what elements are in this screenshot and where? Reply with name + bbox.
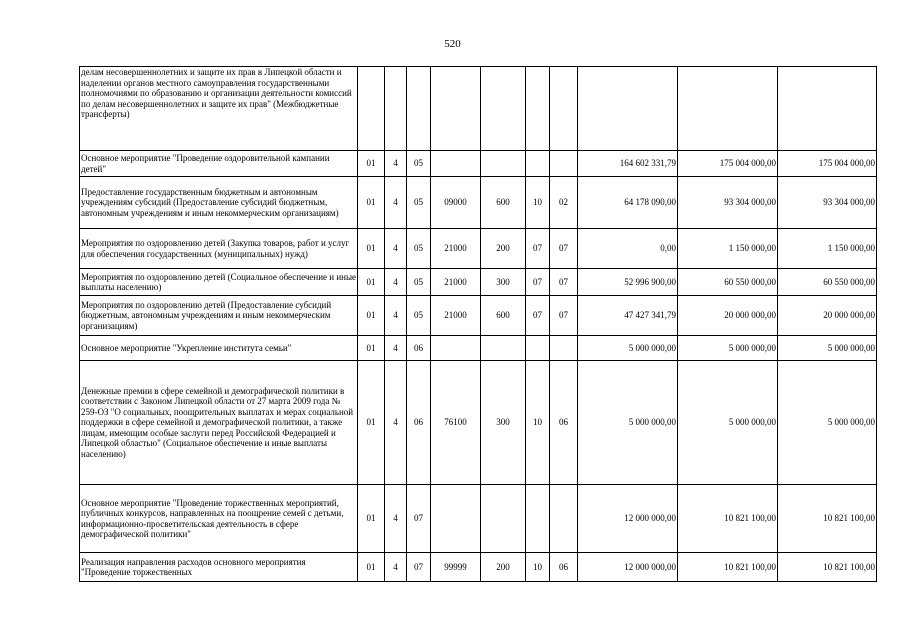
amount-cell: 93 304 000,00 <box>778 177 877 229</box>
code-cell: 01 <box>358 361 385 485</box>
code-cell: 07 <box>407 553 431 582</box>
code-cell <box>481 151 526 177</box>
amount-cell: 52 996 900,00 <box>578 269 678 296</box>
code-cell <box>526 151 550 177</box>
code-cell: 10 <box>526 553 550 582</box>
code-cell: 06 <box>550 553 578 582</box>
code-cell: 76100 <box>431 361 481 485</box>
code-cell <box>431 485 481 553</box>
code-cell: 99999 <box>431 553 481 582</box>
code-cell: 01 <box>358 296 385 336</box>
amount-cell: 5 000 000,00 <box>578 336 678 361</box>
code-cell: 06 <box>407 361 431 485</box>
code-cell: 07 <box>550 269 578 296</box>
amount-cell <box>678 67 778 151</box>
code-cell: 4 <box>385 151 407 177</box>
code-cell <box>431 336 481 361</box>
code-cell: 4 <box>385 336 407 361</box>
amount-cell: 20 000 000,00 <box>778 296 877 336</box>
code-cell: 01 <box>358 177 385 229</box>
table-row <box>80 296 877 336</box>
code-cell <box>481 336 526 361</box>
table-row <box>80 67 877 151</box>
code-cell: 4 <box>385 269 407 296</box>
code-cell <box>526 67 550 151</box>
code-cell: 4 <box>385 177 407 229</box>
amount-cell: 12 000 000,00 <box>578 485 678 553</box>
code-cell: 4 <box>385 485 407 553</box>
code-cell: 4 <box>385 553 407 582</box>
code-cell: 600 <box>481 296 526 336</box>
amount-cell: 10 821 100,00 <box>778 553 877 582</box>
amount-cell <box>778 67 877 151</box>
code-cell: 07 <box>526 296 550 336</box>
code-cell: 21000 <box>431 296 481 336</box>
amount-cell: 5 000 000,00 <box>578 361 678 485</box>
amount-cell: 175 004 000,00 <box>778 151 877 177</box>
code-cell <box>550 67 578 151</box>
amount-cell: 5 000 000,00 <box>778 336 877 361</box>
table-row <box>80 229 877 269</box>
row-description: Денежные премии в сфере семейной и демографической политики в соответствии с Законом Липецкой области от 27 марта 2009 года № 259-ОЗ "О социальных, поощрительных выплатах и мерах социальной поддержки в сфере семейной и демографической политики, а также лицам, имеющим особые заслуги перед Российской Федерацией и Липецкой областью" (Социальное обеспечение и иные выплаты населению) <box>80 361 358 485</box>
budget-table <box>79 66 877 582</box>
code-cell: 01 <box>358 229 385 269</box>
row-description: Мероприятия по оздоровлению детей (Закупка товаров, работ и услуг для обеспечения государственных (муниципальных) нужд) <box>80 229 358 269</box>
amount-cell: 60 550 000,00 <box>678 269 778 296</box>
code-cell: 07 <box>526 269 550 296</box>
code-cell <box>358 67 385 151</box>
table-row <box>80 177 877 229</box>
row-description: Основное мероприятие "Укрепление института семьи" <box>80 336 358 361</box>
code-cell: 4 <box>385 296 407 336</box>
table-row <box>80 553 877 582</box>
table-row <box>80 151 877 177</box>
amount-cell: 12 000 000,00 <box>578 553 678 582</box>
code-cell <box>481 67 526 151</box>
row-description: Основное мероприятие "Проведение оздоровительной кампании детей" <box>80 151 358 177</box>
code-cell <box>526 336 550 361</box>
amount-cell: 64 178 090,00 <box>578 177 678 229</box>
code-cell: 4 <box>385 229 407 269</box>
code-cell: 05 <box>407 296 431 336</box>
amount-cell: 175 004 000,00 <box>678 151 778 177</box>
amount-cell: 10 821 100,00 <box>678 553 778 582</box>
code-cell: 02 <box>550 177 578 229</box>
table-row <box>80 485 877 553</box>
code-cell: 01 <box>358 553 385 582</box>
code-cell: 01 <box>358 151 385 177</box>
amount-cell: 10 821 100,00 <box>778 485 877 553</box>
amount-cell: 164 602 331,79 <box>578 151 678 177</box>
code-cell: 01 <box>358 269 385 296</box>
code-cell: 09000 <box>431 177 481 229</box>
amount-cell: 5 000 000,00 <box>678 361 778 485</box>
amount-cell: 47 427 341,79 <box>578 296 678 336</box>
code-cell: 06 <box>550 361 578 485</box>
code-cell <box>407 67 431 151</box>
code-cell <box>385 67 407 151</box>
code-cell: 05 <box>407 269 431 296</box>
code-cell: 07 <box>407 485 431 553</box>
code-cell: 07 <box>550 229 578 269</box>
amount-cell: 93 304 000,00 <box>678 177 778 229</box>
code-cell: 05 <box>407 229 431 269</box>
amount-cell <box>578 67 678 151</box>
amount-cell: 0,00 <box>578 229 678 269</box>
table-row <box>80 269 877 296</box>
amount-cell: 20 000 000,00 <box>678 296 778 336</box>
amount-cell: 60 550 000,00 <box>778 269 877 296</box>
code-cell: 4 <box>385 361 407 485</box>
row-description: делам несовершеннолетних и защите их прав в Липецкой области и наделении органов местного самоуправления государственными полномочиями по образованию и организации деятельности комиссий по делам несовершеннолетних и защите их прав" (Межбюджетные трансферты) <box>80 67 358 151</box>
code-cell <box>550 151 578 177</box>
row-description: Мероприятия по оздоровлению детей (Социальное обеспечение и иные выплаты населению) <box>80 269 358 296</box>
row-description: Реализация направления расходов основного мероприятия "Проведение торжественных <box>80 553 358 582</box>
amount-cell: 5 000 000,00 <box>778 361 877 485</box>
code-cell: 21000 <box>431 269 481 296</box>
page-number: 520 <box>444 38 461 50</box>
code-cell <box>481 485 526 553</box>
amount-cell: 1 150 000,00 <box>778 229 877 269</box>
code-cell: 10 <box>526 177 550 229</box>
code-cell: 600 <box>481 177 526 229</box>
code-cell: 300 <box>481 269 526 296</box>
code-cell <box>431 151 481 177</box>
code-cell <box>550 336 578 361</box>
code-cell <box>550 485 578 553</box>
row-description: Мероприятия по оздоровлению детей (Предоставление субсидий бюджетным, автономным учреждениям и иным некоммерческим организациям) <box>80 296 358 336</box>
code-cell: 01 <box>358 485 385 553</box>
code-cell: 06 <box>407 336 431 361</box>
amount-cell: 5 000 000,00 <box>678 336 778 361</box>
amount-cell: 10 821 100,00 <box>678 485 778 553</box>
row-description: Основное мероприятие "Проведение торжественных мероприятий, публичных конкурсов, направленных на поощрение семей с детьми, информационно-просветительская деятельность в сфере демографической политики" <box>80 485 358 553</box>
code-cell: 10 <box>526 361 550 485</box>
code-cell: 05 <box>407 151 431 177</box>
code-cell: 07 <box>550 296 578 336</box>
code-cell: 200 <box>481 229 526 269</box>
code-cell <box>431 67 481 151</box>
table-row <box>80 361 877 485</box>
code-cell: 07 <box>526 229 550 269</box>
code-cell: 21000 <box>431 229 481 269</box>
code-cell <box>526 485 550 553</box>
code-cell: 300 <box>481 361 526 485</box>
code-cell: 01 <box>358 336 385 361</box>
code-cell: 05 <box>407 177 431 229</box>
amount-cell: 1 150 000,00 <box>678 229 778 269</box>
code-cell: 200 <box>481 553 526 582</box>
table-row <box>80 336 877 361</box>
row-description: Предоставление государственным бюджетным и автономным учреждениям субсидий (Предоставление субсидий бюджетным, автономным учреждениям и иным некоммерческим организациям) <box>80 177 358 229</box>
